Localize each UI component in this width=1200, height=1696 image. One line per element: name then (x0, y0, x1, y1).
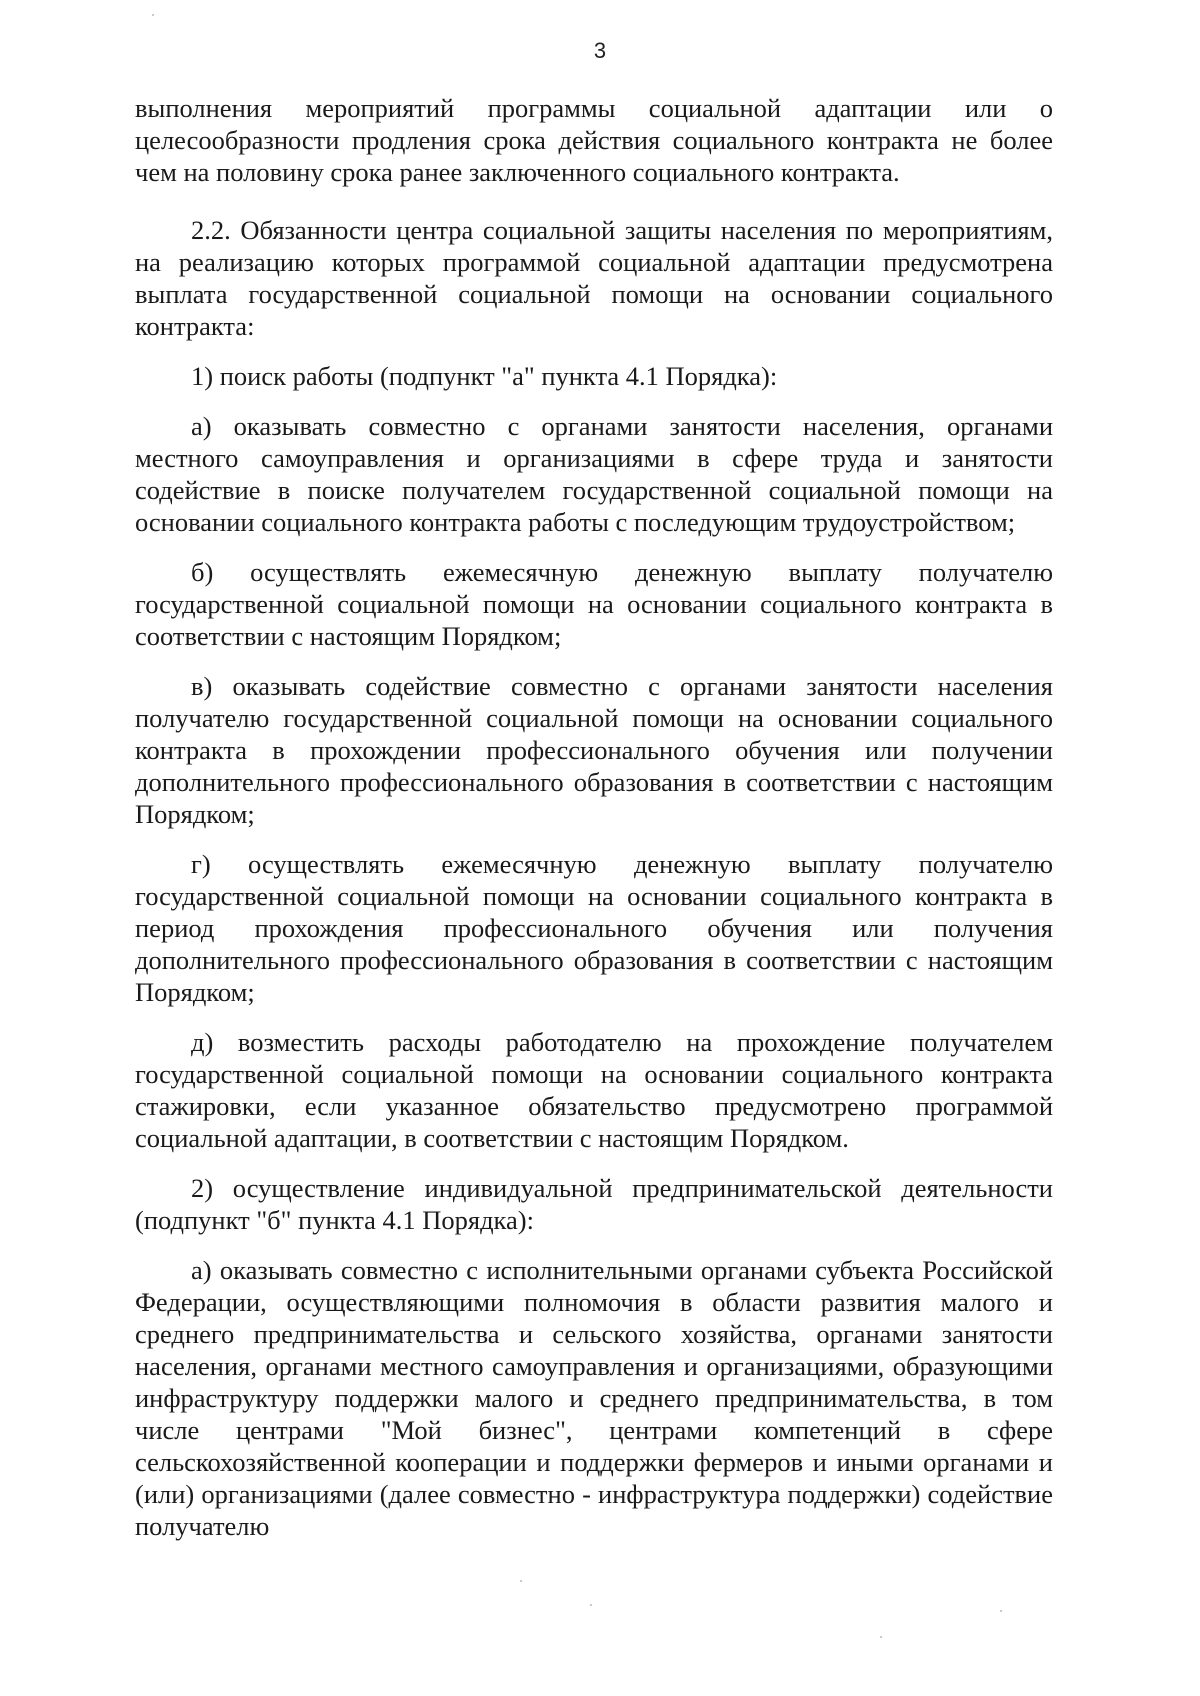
scan-speck (590, 1604, 592, 1606)
paragraph-item-1-g: г) осуществлять ежемесячную денежную выплату получателю государственной социальной помощи на основании социального контракта в период прохождения профессионального обучения или получения дополнительного профессионального образования в соответствии с настоящим Порядком; (135, 849, 1053, 1007)
scan-speck (1000, 1610, 1002, 1612)
paragraph-item-2-a: а) оказывать совместно с исполнительными органами субъекта Российской Федерации, осуществляющими полномочия в области развития малого и среднего предпринимательства и сельского хозяйства, органами занятости населения, органами местного самоуправления и организациями, образующими инфраструктуру поддержки малого и среднего предпринимательства, в том числе центрами "Мой бизнес", центрами компетенций в сфере сельскохозяйственной кооперации и поддержки фермеров и иными органами и (или) организациями (далее совместно - инфраструктура поддержки) содействие получателю (135, 1255, 1053, 1541)
scan-speck (520, 1580, 522, 1582)
paragraph-item-1-b: б) осуществлять ежемесячную денежную выплату получателю государственной социальной помощи на основании социального контракта в соответствии с настоящим Порядком; (135, 557, 1053, 651)
paragraph-section-2-2: 2.2. Обязанности центра социальной защиты населения по мероприятиям, на реализацию которых программой социальной адаптации предусмотрена выплата государственной социальной помощи на основании социального контракта: (135, 215, 1053, 341)
paragraph-item-1-d: д) возместить расходы работодателю на прохождение получателем государственной социальной помощи на основании социального контракта стажировки, если указанное обязательство предусмотрено программой социальной адаптации, в соответствии с настоящим Порядком. (135, 1027, 1053, 1153)
document-body (135, 92, 1053, 1560)
paragraph-item-2: 2) осуществление индивидуальной предпринимательской деятельности (подпункт "б" пункта 4.1 Порядка): (135, 1173, 1053, 1235)
paragraph-item-1: 1) поиск работы (подпункт "а" пункта 4.1 Порядка): (191, 361, 778, 391)
paragraph-continuation: выполнения мероприятий программы социальной адаптации или о целесообразности продления срока действия социального контракта не более чем на половину срока ранее заключенного социального контракта. (135, 93, 1053, 187)
paragraph-item-1-a: а) оказывать совместно с органами занятости населения, органами местного самоуправления и организациями в сфере труда и занятости содействие в поиске получателем государственной социальной помощи на основании социального контракта работы с последующим трудоустройством; (135, 411, 1053, 537)
scan-speck (880, 1636, 882, 1638)
paragraph-item-1-v: в) оказывать содействие совместно с органами занятости населения получателю государственной социальной помощи на основании социального контракта в прохождении профессионального обучения или получении дополнительного профессионального образования в соответствии с настоящим Порядком; (135, 671, 1053, 829)
scan-speck (152, 14, 154, 16)
page-number: 3 (593, 38, 607, 63)
